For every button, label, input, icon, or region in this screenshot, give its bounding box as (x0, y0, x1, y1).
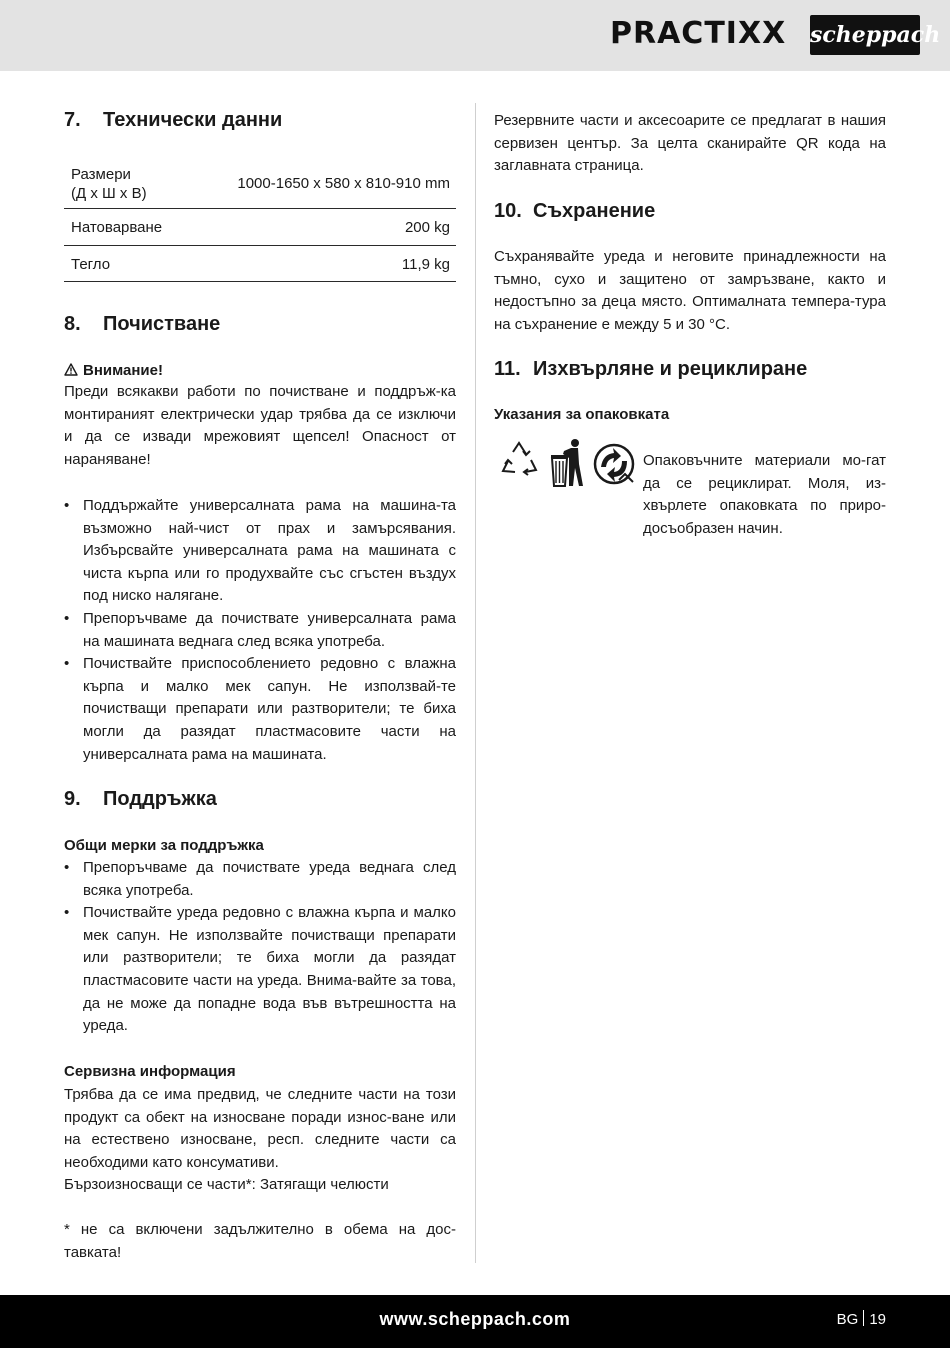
table-row (64, 155, 456, 209)
scheppach-logo: scheppach (810, 15, 920, 55)
waste-bin-icon (551, 439, 583, 486)
list-item: • Препоръчваме да почиствате уреда веднага след всяка употреба. (64, 857, 456, 902)
warning-heading: Внимание! (64, 361, 163, 381)
spec-value: 200 kg (404, 219, 450, 236)
section-8-heading (64, 312, 220, 336)
section-11-heading (494, 357, 807, 381)
section-number: 7. (64, 109, 81, 131)
tech-data-table (64, 155, 456, 282)
practixx-logo: PRACTIXX (610, 16, 787, 51)
list-item: • Препоръчваме да почиствате универсалната рама на машината веднага след всяка употреба. (64, 608, 456, 653)
packaging-heading: Указания за опаковката (494, 406, 670, 423)
table-row (64, 246, 456, 282)
section-number: 10. (494, 200, 522, 222)
recycling-icons (497, 434, 637, 490)
page-footer (0, 1295, 950, 1348)
spec-label: Натоварване (71, 219, 163, 236)
maintenance-list (64, 857, 456, 1038)
section-number: 11. (494, 358, 521, 380)
storage-text: Съхранявайте уреда и неговите принадлежности на тъмно, сухо и защитено от замръзване, както и недостъпно за деца място. Оптималната темпера-тура на съхранение е между 5 и 30 °C. (494, 248, 886, 333)
language-code: BG (836, 1311, 859, 1328)
wear-parts-text: Бързоизносващи се части*: Затягащи челюсти (64, 1176, 389, 1193)
column-divider (475, 103, 476, 1263)
section-title: Поддръжка (103, 788, 217, 810)
section-title: Технически данни (103, 109, 283, 131)
section-9-heading (64, 787, 217, 811)
spec-value: 1000-1650 x 580 x 810-910 mm (237, 175, 450, 192)
section-title: Изхвърляне и рециклиране (533, 358, 808, 380)
list-item: • Почиствайте приспособлението редовно с влажна кърпа и малко мек сапун. Не използвай-те почистващи препарати или разтворители; те биха могли да разядат пластмасовите части на универсалната рама на машината. (64, 653, 456, 766)
list-item: • Почиствайте уреда редовно с влажна кърпа и малко мек сапун. Не използвайте почистващи препарати или разтворители; те биха могли да разядат пластмасовите части на уреда. Внима-вайте за това, да не може да попадне вода във вътрешността на уреда. (64, 902, 456, 1038)
section-number: 8. (64, 313, 81, 335)
warning-icon (64, 363, 78, 376)
section-title: Почистване (103, 313, 221, 335)
recycle-icon (503, 443, 536, 475)
spec-value: 11,9 kg (401, 256, 450, 273)
page-header (0, 0, 950, 71)
green-dot-icon (595, 445, 633, 483)
footnote-text: * не са включени задължително в обема на дос-тавката! (64, 1221, 456, 1261)
spec-label: Тегло (71, 256, 111, 273)
website-link[interactable]: www.scheppach.com (379, 1309, 571, 1329)
cleaning-list (64, 495, 456, 766)
general-maintenance-heading: Общи мерки за поддръжка (64, 837, 264, 854)
section-number: 9. (64, 788, 81, 810)
divider (863, 1310, 864, 1326)
table-row (64, 209, 456, 246)
warning-text: Преди всякакви работи по почистване и поддръж-ка монтираният електрически удар трябва да се изключи и да се извади мрежовият щепсел! Опасност от нараняване! (64, 383, 456, 468)
section-7-heading (64, 108, 282, 132)
list-item: • Поддържайте универсалната рама на машина-та възможно най-чист от прах и замърсявания. Избърсвайте универсалната рама на машината с чиста кърпа или го продухвайте със сгъстен въздух под ниско налягане. (64, 495, 456, 608)
spec-label: Размери (Д х Ш х В) (71, 166, 147, 202)
service-info-heading: Сервизна информация (64, 1063, 236, 1080)
packaging-text: Опаковъчните материали мо-гат да се рециклират. Моля, из-хвърлете опаковката по приро-досъобразен начин. (643, 452, 886, 537)
service-info-text: Трябва да се има предвид, че следните части на този продукт са обект на износване поради износ-ване или на естествено износване, респ. следните части са необходими като консумативи. (64, 1086, 456, 1171)
section-10-heading (494, 199, 655, 223)
spare-parts-text: Резервните части и аксесоарите се предлагат в нашия сервизен център. За целта сканирайте QR кода на заглавната страница. (494, 112, 886, 175)
page-number (837, 1310, 886, 1328)
section-title: Съхранение (533, 200, 656, 222)
page-num: 19 (869, 1311, 886, 1328)
